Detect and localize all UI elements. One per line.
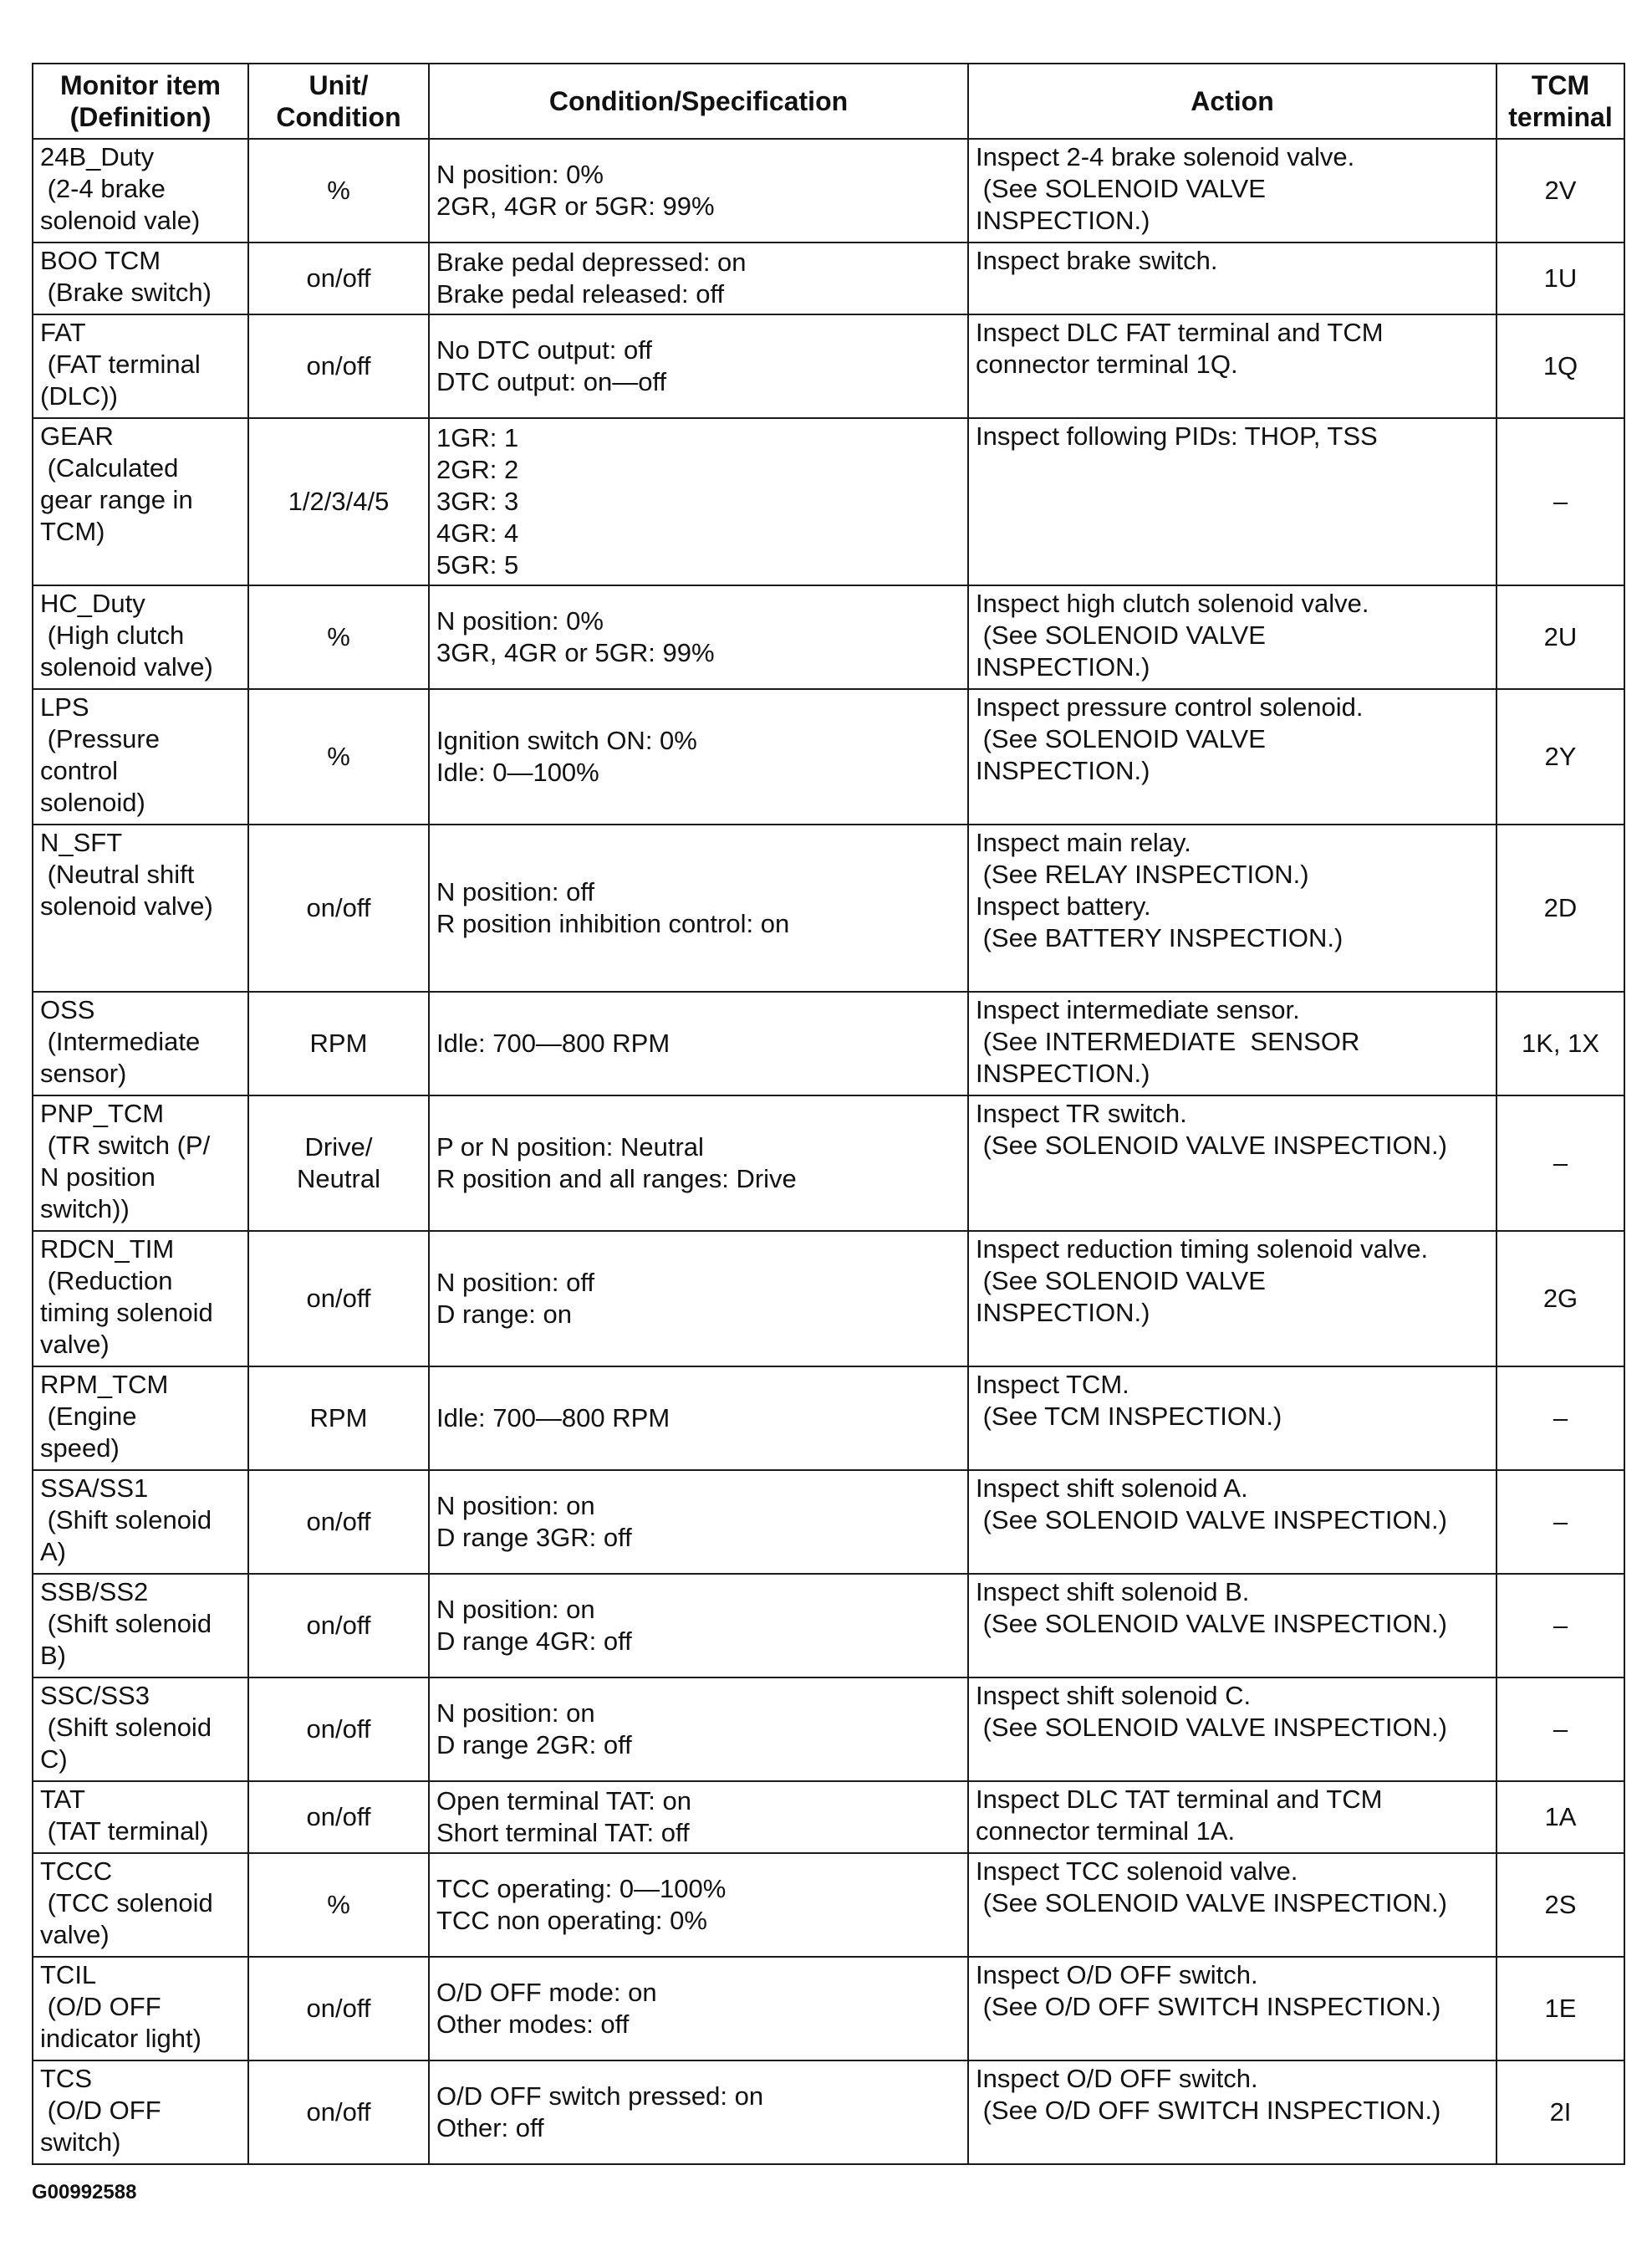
cell-line: Brake pedal released: off <box>436 279 725 309</box>
tcm-terminal-cell: 2Y <box>1496 689 1624 825</box>
cell-line: (See SOLENOID VALVE <box>976 1266 1266 1295</box>
cell-line: INSPECTION.) <box>976 652 1150 682</box>
cell-line: (Calculated <box>40 453 179 483</box>
condition-specification-cell <box>429 1574 968 1677</box>
unit-condition-cell <box>248 585 429 689</box>
cell-line: 1GR: 1 <box>436 423 519 452</box>
cell-line: % <box>327 622 350 651</box>
cell-line: sensor) <box>40 1059 127 1088</box>
unit-condition-cell <box>248 1677 429 1781</box>
cell-line: Brake pedal depressed: on <box>436 248 747 277</box>
action-cell <box>968 1574 1496 1677</box>
header-action: Action <box>968 64 1496 139</box>
cell-line: gear range in <box>40 485 193 514</box>
cell-line: (See SOLENOID VALVE INSPECTION.) <box>976 1609 1447 1638</box>
cell-line: TCS <box>40 2064 92 2093</box>
table-row <box>33 1574 1624 1677</box>
cell-line: Other: off <box>436 2113 544 2142</box>
tcm-terminal-cell: 2D <box>1496 825 1624 992</box>
monitor-item-cell <box>33 1853 248 1957</box>
cell-line: (Neutral shift <box>40 860 195 889</box>
unit-condition-cell <box>248 1574 429 1677</box>
cell-line: D range: on <box>436 1300 572 1329</box>
condition-specification-cell <box>429 1957 968 2060</box>
cell-line: Inspect DLC TAT terminal and TCM <box>976 1785 1383 1814</box>
cell-line: TCIL <box>40 1960 97 1989</box>
cell-line: Inspect TCC solenoid valve. <box>976 1856 1298 1886</box>
monitor-item-cell <box>33 1231 248 1366</box>
action-cell <box>968 1957 1496 2060</box>
action-cell <box>968 1677 1496 1781</box>
cell-line: Inspect TR switch. <box>976 1099 1187 1128</box>
figure-id: G00992588 <box>32 2181 137 2203</box>
action-cell <box>968 418 1496 585</box>
tcm-terminal-cell: – <box>1496 1574 1624 1677</box>
cell-line: FAT <box>40 318 86 347</box>
cell-line: on/off <box>306 2097 371 2127</box>
cell-line: 4GR: 4 <box>436 518 519 548</box>
cell-line: N position: on <box>436 1698 595 1728</box>
table-row <box>33 585 1624 689</box>
table-row <box>33 418 1624 585</box>
action-cell <box>968 1781 1496 1853</box>
table-row <box>33 2060 1624 2164</box>
condition-specification-cell <box>429 1366 968 1470</box>
condition-specification-cell <box>429 2060 968 2164</box>
tcm-terminal-cell: – <box>1496 1366 1624 1470</box>
tcm-terminal-cell: 1E <box>1496 1957 1624 2060</box>
cell-line: valve) <box>40 1330 110 1359</box>
tcm-terminal-cell: 1K, 1X <box>1496 992 1624 1095</box>
unit-condition-cell <box>248 418 429 585</box>
cell-line: (Engine <box>40 1402 137 1431</box>
cell-line: Neutral <box>297 1164 380 1193</box>
cell-line: PNP_TCM <box>40 1099 165 1128</box>
cell-line: (See SOLENOID VALVE <box>976 174 1266 203</box>
cell-line: Inspect pressure control solenoid. <box>976 692 1364 722</box>
monitor-item-cell <box>33 1574 248 1677</box>
monitor-item-cell <box>33 1677 248 1781</box>
table-row <box>33 1095 1624 1231</box>
table-row <box>33 139 1624 243</box>
cell-line: Inspect 2-4 brake solenoid valve. <box>976 142 1355 171</box>
monitor-item-cell <box>33 1366 248 1470</box>
unit-condition-cell <box>248 139 429 243</box>
cell-line: TCC operating: 0—100% <box>436 1874 727 1903</box>
cell-line: SSA/SS1 <box>40 1473 149 1503</box>
cell-line: Inspect O/D OFF switch. <box>976 2064 1258 2093</box>
monitor-item-cell <box>33 585 248 689</box>
cell-line: on/off <box>306 1994 371 2023</box>
unit-condition-cell <box>248 1957 429 2060</box>
cell-line: speed) <box>40 1433 120 1463</box>
cell-line: Inspect reduction timing solenoid valve. <box>976 1234 1429 1264</box>
monitor-item-cell <box>33 825 248 992</box>
unit-condition-cell <box>248 1366 429 1470</box>
cell-line: (TR switch (P/ <box>40 1131 211 1160</box>
condition-specification-cell <box>429 243 968 314</box>
cell-line: (See BATTERY INSPECTION.) <box>976 923 1344 952</box>
cell-line: % <box>327 1890 350 1919</box>
condition-specification-cell <box>429 1781 968 1853</box>
condition-specification-cell <box>429 1470 968 1574</box>
cell-line: 1/2/3/4/5 <box>288 487 390 516</box>
table-row <box>33 314 1624 418</box>
cell-line: (FAT terminal <box>40 350 201 379</box>
cell-line: TCC non operating: 0% <box>436 1906 707 1935</box>
action-cell <box>968 1366 1496 1470</box>
tcm-terminal-cell: – <box>1496 1095 1624 1231</box>
condition-specification-cell <box>429 992 968 1095</box>
unit-condition-cell <box>248 992 429 1095</box>
cell-line: R position inhibition control: on <box>436 909 790 938</box>
unit-condition-cell <box>248 825 429 992</box>
cell-line: N position: on <box>436 1595 595 1624</box>
cell-line: N position: on <box>436 1491 595 1520</box>
cell-line: (See SOLENOID VALVE INSPECTION.) <box>976 1713 1447 1742</box>
condition-specification-cell <box>429 1677 968 1781</box>
cell-line: (See RELAY INSPECTION.) <box>976 860 1309 889</box>
cell-line: (TAT terminal) <box>40 1816 209 1846</box>
cell-line: Inspect high clutch solenoid valve. <box>976 589 1369 618</box>
cell-line: Short terminal TAT: off <box>436 1818 690 1847</box>
cell-line: Inspect main relay. <box>976 828 1191 857</box>
tcm-terminal-cell: – <box>1496 1470 1624 1574</box>
action-cell <box>968 1470 1496 1574</box>
unit-condition-cell <box>248 314 429 418</box>
condition-specification-cell <box>429 1095 968 1231</box>
cell-line: B) <box>40 1641 66 1670</box>
cell-line: (Shift solenoid <box>40 1505 212 1534</box>
cell-line: 2GR, 4GR or 5GR: 99% <box>436 191 715 221</box>
tcm-terminal-cell: 2G <box>1496 1231 1624 1366</box>
cell-line: (DLC)) <box>40 381 118 411</box>
monitor-item-cell <box>33 418 248 585</box>
unit-condition-cell <box>248 2060 429 2164</box>
cell-line: Other modes: off <box>436 2009 630 2039</box>
cell-line: RPM <box>309 1029 368 1058</box>
cell-line: Idle: 700—800 RPM <box>436 1403 670 1432</box>
header-row <box>33 64 1624 139</box>
cell-line: on/off <box>306 1714 371 1744</box>
condition-specification-cell <box>429 314 968 418</box>
table-row <box>33 243 1624 314</box>
header-monitor-item: Monitor item (Definition) <box>33 64 248 139</box>
cell-line: TCM) <box>40 517 105 546</box>
monitor-item-cell <box>33 1095 248 1231</box>
cell-line: solenoid valve) <box>40 891 213 921</box>
cell-line: (Pressure <box>40 724 160 753</box>
condition-specification-cell <box>429 139 968 243</box>
cell-line: Inspect DLC FAT terminal and TCM <box>976 318 1384 347</box>
cell-line: indicator light) <box>40 2024 201 2053</box>
cell-line: O/D OFF mode: on <box>436 1978 657 2007</box>
cell-line: % <box>327 176 350 205</box>
cell-line: No DTC output: off <box>436 335 652 365</box>
cell-line: (See SOLENOID VALVE <box>976 724 1266 753</box>
cell-line: (TCC solenoid <box>40 1888 213 1917</box>
cell-line: Open terminal TAT: on <box>436 1786 691 1815</box>
cell-line: (See INTERMEDIATE SENSOR <box>976 1027 1360 1056</box>
cell-line: (See SOLENOID VALVE INSPECTION.) <box>976 1505 1447 1534</box>
monitor-item-cell <box>33 1957 248 2060</box>
table-row <box>33 992 1624 1095</box>
cell-line: Drive/ <box>304 1132 373 1162</box>
cell-line: D range 2GR: off <box>436 1730 632 1759</box>
action-cell <box>968 1853 1496 1957</box>
cell-line: TAT <box>40 1785 85 1814</box>
cell-line: Inspect shift solenoid B. <box>976 1577 1250 1606</box>
cell-line: (See TCM INSPECTION.) <box>976 1402 1282 1431</box>
cell-line: solenoid) <box>40 788 145 817</box>
cell-line: Idle: 0—100% <box>436 758 599 787</box>
table-row <box>33 1957 1624 2060</box>
cell-line: solenoid valve) <box>40 652 213 682</box>
cell-line: Inspect following PIDs: THOP, TSS <box>976 421 1378 451</box>
action-cell <box>968 1095 1496 1231</box>
table-row <box>33 1781 1624 1853</box>
cell-line: A) <box>40 1537 66 1566</box>
monitor-item-cell <box>33 314 248 418</box>
cell-line: INSPECTION.) <box>976 756 1150 785</box>
tcm-terminal-cell: 1U <box>1496 243 1624 314</box>
cell-line: N position: off <box>436 1268 594 1297</box>
cell-line: RPM <box>309 1403 368 1432</box>
condition-specification-cell <box>429 1853 968 1957</box>
cell-line: Inspect shift solenoid A. <box>976 1473 1248 1503</box>
cell-line: RPM_TCM <box>40 1370 169 1399</box>
table-row <box>33 1677 1624 1781</box>
cell-line: 5GR: 5 <box>436 550 519 580</box>
tcm-terminal-cell: 2S <box>1496 1853 1624 1957</box>
table-row <box>33 1853 1624 1957</box>
monitor-item-cell <box>33 139 248 243</box>
cell-line: Ignition switch ON: 0% <box>436 726 697 755</box>
cell-line: Idle: 700—800 RPM <box>436 1029 670 1058</box>
unit-condition-cell <box>248 243 429 314</box>
monitor-item-cell <box>33 2060 248 2164</box>
cell-line: timing solenoid <box>40 1298 213 1327</box>
action-cell <box>968 689 1496 825</box>
condition-specification-cell <box>429 825 968 992</box>
cell-line: N position: 0% <box>436 606 604 636</box>
cell-line: 24B_Duty <box>40 142 155 171</box>
cell-line: OSS <box>40 995 95 1024</box>
cell-line: INSPECTION.) <box>976 206 1150 235</box>
action-cell <box>968 2060 1496 2164</box>
cell-line: on/off <box>306 1611 371 1640</box>
cell-line: P or N position: Neutral <box>436 1132 704 1162</box>
cell-line: (See O/D OFF SWITCH INSPECTION.) <box>976 1992 1441 2021</box>
header-unit-condition: Unit/ Condition <box>248 64 429 139</box>
unit-condition-cell <box>248 689 429 825</box>
cell-line: D range 3GR: off <box>436 1523 632 1552</box>
cell-line: N position <box>40 1162 156 1192</box>
unit-condition-cell <box>248 1095 429 1231</box>
monitor-table-sheet <box>32 63 1624 2165</box>
cell-line: (See SOLENOID VALVE INSPECTION.) <box>976 1131 1447 1160</box>
cell-line: INSPECTION.) <box>976 1298 1150 1327</box>
unit-condition-cell <box>248 1470 429 1574</box>
tcm-terminal-cell: 2U <box>1496 585 1624 689</box>
cell-line: TCCC <box>40 1856 113 1886</box>
cell-line: R position and all ranges: Drive <box>436 1164 797 1193</box>
cell-line: (High clutch <box>40 620 185 650</box>
cell-line: switch)) <box>40 1194 130 1223</box>
table-row <box>33 1470 1624 1574</box>
monitor-item-cell <box>33 1781 248 1853</box>
cell-line: O/D OFF switch pressed: on <box>436 2081 764 2111</box>
tcm-terminal-cell: 2V <box>1496 139 1624 243</box>
cell-line: (O/D OFF <box>40 1992 161 2021</box>
cell-line: Inspect battery. <box>976 891 1151 921</box>
action-cell <box>968 992 1496 1095</box>
cell-line: (Shift solenoid <box>40 1713 212 1742</box>
cell-line: SSC/SS3 <box>40 1681 150 1710</box>
tcm-terminal-cell: 2I <box>1496 2060 1624 2164</box>
monitor-item-cell <box>33 1470 248 1574</box>
unit-condition-cell <box>248 1781 429 1853</box>
cell-line: connector terminal 1A. <box>976 1816 1236 1846</box>
cell-line: control <box>40 756 119 785</box>
monitor-item-cell <box>33 243 248 314</box>
cell-line: D range 4GR: off <box>436 1626 632 1656</box>
table-row <box>33 1231 1624 1366</box>
cell-line: BOO TCM <box>40 246 161 275</box>
cell-line: LPS <box>40 692 89 722</box>
header-tcm-terminal: TCM terminal <box>1496 64 1624 139</box>
cell-line: on/off <box>306 893 371 922</box>
action-cell <box>968 139 1496 243</box>
tcm-terminal-cell: 1Q <box>1496 314 1624 418</box>
condition-specification-cell <box>429 689 968 825</box>
cell-line: (See SOLENOID VALVE <box>976 620 1266 650</box>
cell-line: (Brake switch) <box>40 278 212 307</box>
cell-line: Inspect brake switch. <box>976 246 1218 275</box>
condition-specification-cell <box>429 585 968 689</box>
cell-line: GEAR <box>40 421 114 451</box>
cell-line: (Intermediate <box>40 1027 201 1056</box>
table-row <box>33 1366 1624 1470</box>
tcm-terminal-cell: – <box>1496 1677 1624 1781</box>
cell-line: (O/D OFF <box>40 2096 161 2125</box>
cell-line: N_SFT <box>40 828 123 857</box>
cell-line: Inspect O/D OFF switch. <box>976 1960 1258 1989</box>
cell-line: INSPECTION.) <box>976 1059 1150 1088</box>
cell-line: on/off <box>306 1284 371 1313</box>
cell-line: (See O/D OFF SWITCH INSPECTION.) <box>976 2096 1441 2125</box>
cell-line: switch) <box>40 2127 121 2157</box>
cell-line: (2-4 brake <box>40 174 166 203</box>
header-condition-specification: Condition/Specification <box>429 64 968 139</box>
cell-line: N position: 0% <box>436 160 604 189</box>
unit-condition-cell <box>248 1231 429 1366</box>
cell-line: 3GR, 4GR or 5GR: 99% <box>436 638 715 667</box>
cell-line: Inspect shift solenoid C. <box>976 1681 1252 1710</box>
condition-specification-cell <box>429 418 968 585</box>
action-cell <box>968 585 1496 689</box>
cell-line: N position: off <box>436 877 594 906</box>
cell-line: 3GR: 3 <box>436 487 519 516</box>
action-cell <box>968 243 1496 314</box>
monitor-item-cell <box>33 992 248 1095</box>
action-cell <box>968 825 1496 992</box>
monitor-item-table <box>32 63 1625 2165</box>
cell-line: Inspect TCM. <box>976 1370 1129 1399</box>
tcm-terminal-cell: – <box>1496 418 1624 585</box>
unit-condition-cell <box>248 1853 429 1957</box>
cell-line: HC_Duty <box>40 589 145 618</box>
monitor-item-cell <box>33 689 248 825</box>
cell-line: solenoid vale) <box>40 206 201 235</box>
cell-line: RDCN_TIM <box>40 1234 175 1264</box>
condition-specification-cell <box>429 1231 968 1366</box>
cell-line: (See SOLENOID VALVE INSPECTION.) <box>976 1888 1447 1917</box>
table-body <box>33 139 1624 2164</box>
cell-line: on/off <box>306 1802 371 1831</box>
action-cell <box>968 314 1496 418</box>
cell-line: Inspect intermediate sensor. <box>976 995 1300 1024</box>
cell-line: valve) <box>40 1920 110 1949</box>
cell-line: (Reduction <box>40 1266 173 1295</box>
cell-line: connector terminal 1Q. <box>976 350 1238 379</box>
cell-line: SSB/SS2 <box>40 1577 149 1606</box>
cell-line: (Shift solenoid <box>40 1609 212 1638</box>
action-cell <box>968 1231 1496 1366</box>
table-row <box>33 689 1624 825</box>
cell-line: 2GR: 2 <box>436 455 519 484</box>
cell-line: on/off <box>306 351 371 380</box>
cell-line: DTC output: on—off <box>436 367 667 396</box>
cell-line: % <box>327 742 350 771</box>
table-row <box>33 825 1624 992</box>
cell-line: on/off <box>306 263 371 293</box>
cell-line: C) <box>40 1744 68 1774</box>
cell-line: on/off <box>306 1507 371 1536</box>
tcm-terminal-cell: 1A <box>1496 1781 1624 1853</box>
